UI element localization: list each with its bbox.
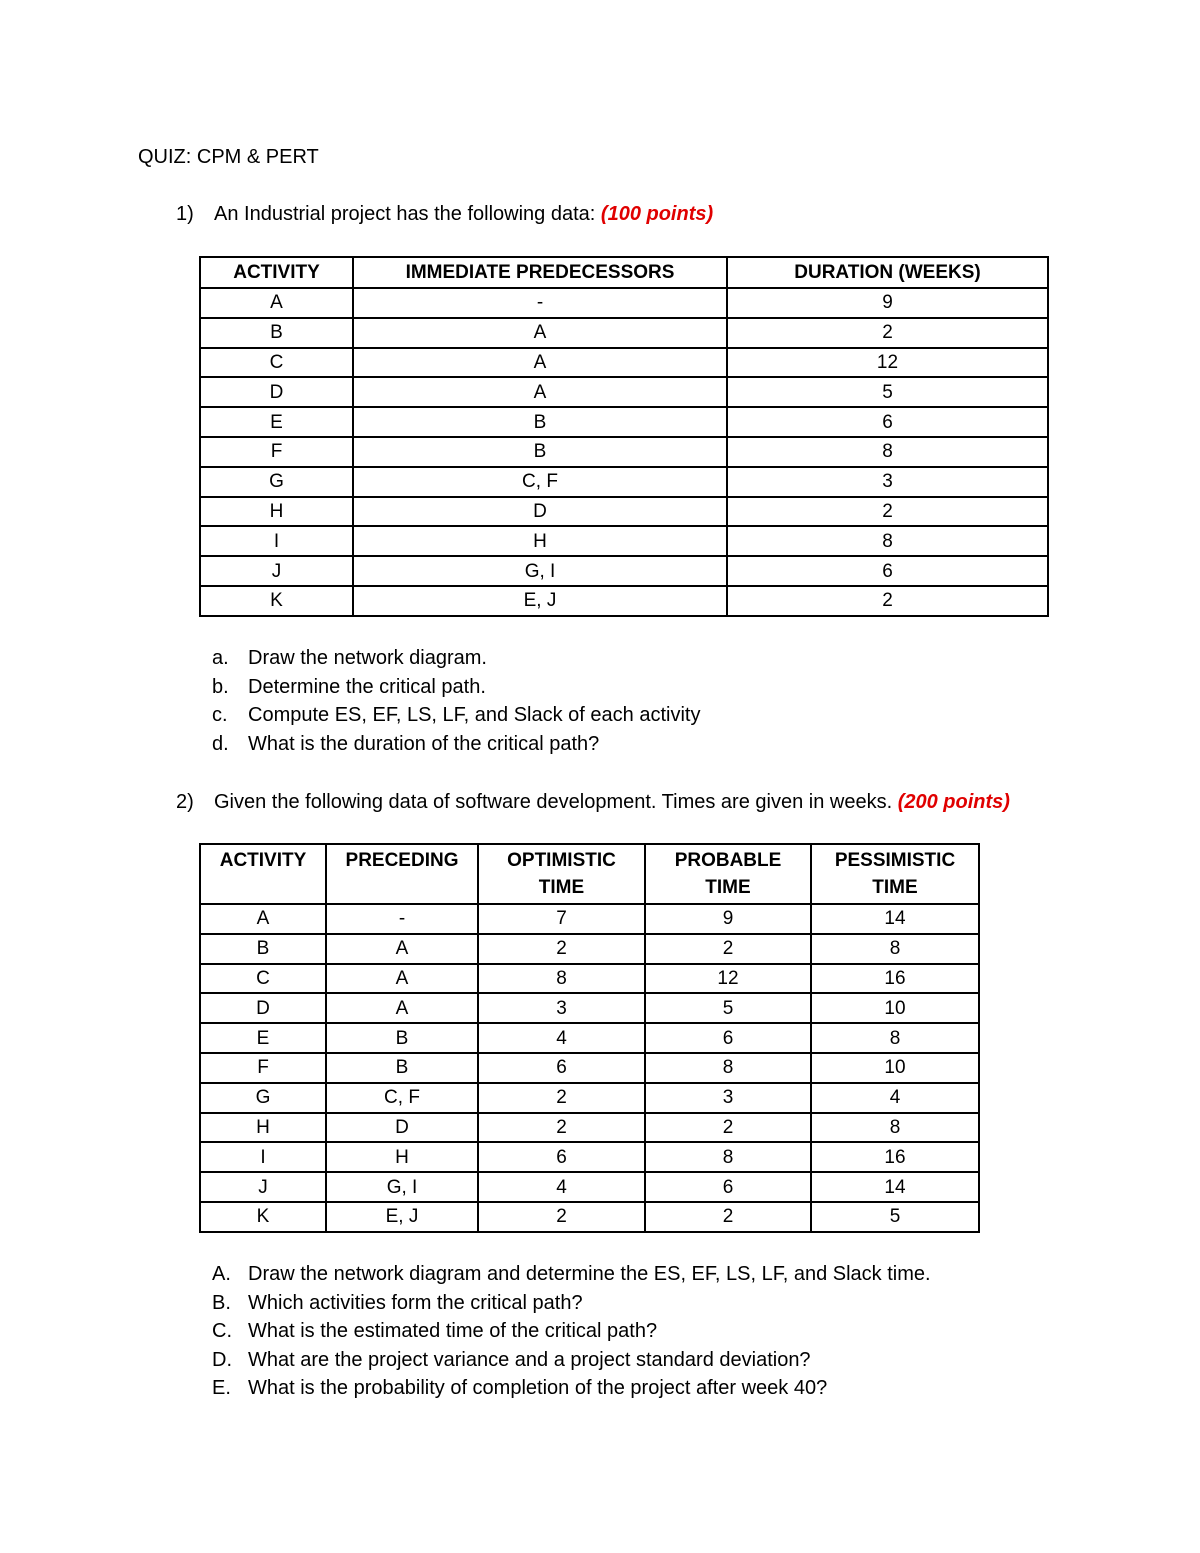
- predecessor-cell: C, F: [353, 467, 727, 497]
- page-title: QUIZ: CPM & PERT: [138, 146, 319, 168]
- question-2-points: (200 points): [897, 791, 1010, 813]
- optimistic-time-cell: 3: [478, 993, 645, 1023]
- pessimistic-time-cell: 10: [811, 1053, 979, 1083]
- table-row: [200, 467, 1048, 497]
- list-item: [212, 1317, 1062, 1346]
- predecessor-cell: -: [353, 288, 727, 318]
- table-row: [200, 288, 1048, 318]
- activity-cell: K: [200, 586, 353, 616]
- duration-cell: 8: [727, 526, 1048, 556]
- activity-cell: J: [200, 556, 353, 586]
- question-2: [176, 788, 1026, 844]
- activity-cell: B: [200, 934, 326, 964]
- table-row: [200, 1172, 979, 1202]
- optimistic-time-cell: 7: [478, 904, 645, 934]
- list-item-text: Draw the network diagram and determine the ES, EF, LS, LF, and Slack time.: [248, 1263, 931, 1285]
- list-item-text: What is the duration of the critical path?: [248, 732, 600, 755]
- table-row: [200, 407, 1048, 437]
- activity-cell: K: [200, 1202, 326, 1232]
- probable-time-cell: 3: [645, 1083, 811, 1113]
- duration-cell: 2: [727, 318, 1048, 348]
- pessimistic-time-cell: 16: [811, 1142, 979, 1172]
- activity-cell: D: [200, 377, 353, 407]
- activity-cell: A: [200, 904, 326, 934]
- list-item-marker: A.: [212, 1263, 231, 1285]
- header-line-2: TIME: [705, 877, 751, 898]
- table-row: [200, 556, 1048, 586]
- probable-time-cell: 8: [645, 1142, 811, 1172]
- pert-activity-table: [199, 843, 980, 1233]
- list-item-text: Which activities form the critical path?: [248, 1291, 583, 1314]
- column-header-activity: [200, 844, 326, 904]
- list-item-marker: d.: [212, 732, 229, 755]
- table-row: [200, 1053, 979, 1083]
- header-line-1: PROBABLE: [674, 850, 782, 871]
- column-header-duration: DURATION (WEEKS): [727, 257, 1048, 288]
- list-item-text: Determine the critical path.: [248, 675, 486, 698]
- pessimistic-time-cell: 8: [811, 934, 979, 964]
- header-line-1: OPTIMISTIC: [507, 850, 616, 871]
- question-1-text: [214, 200, 713, 228]
- preceding-cell: -: [326, 904, 478, 934]
- question-1-points: (100 points): [600, 203, 714, 225]
- optimistic-time-cell: 2: [478, 1202, 645, 1232]
- probable-time-cell: 8: [645, 1053, 811, 1083]
- probable-time-cell: 2: [645, 1202, 811, 1232]
- table-row: [200, 934, 979, 964]
- table-row: [200, 964, 979, 994]
- activity-cell: C: [200, 348, 353, 378]
- predecessor-cell: H: [353, 526, 727, 556]
- table-row: [200, 993, 979, 1023]
- optimistic-time-cell: 2: [478, 934, 645, 964]
- question-2-tasks: [212, 1260, 1062, 1403]
- probable-time-cell: 6: [645, 1023, 811, 1053]
- list-item-marker: D.: [212, 1348, 232, 1371]
- pessimistic-time-cell: 14: [811, 1172, 979, 1202]
- activity-cell: J: [200, 1172, 326, 1202]
- table-row: [200, 1023, 979, 1053]
- preceding-cell: D: [326, 1113, 478, 1143]
- list-item: [212, 1346, 1062, 1375]
- activity-cell: I: [200, 526, 353, 556]
- predecessor-cell: B: [353, 407, 727, 437]
- activity-cell: E: [200, 407, 353, 437]
- optimistic-time-cell: 6: [478, 1142, 645, 1172]
- list-item-marker: C.: [212, 1320, 232, 1342]
- optimistic-time-cell: 6: [478, 1053, 645, 1083]
- activity-cell: C: [200, 964, 326, 994]
- preceding-cell: E, J: [326, 1202, 478, 1232]
- question-1-prompt: An Industrial project has the following data:: [214, 203, 601, 225]
- optimistic-time-cell: 2: [478, 1083, 645, 1113]
- question-2-text: [214, 788, 1014, 816]
- table-row: [200, 526, 1048, 556]
- list-item-marker: c.: [212, 704, 228, 726]
- column-header-activity: ACTIVITY: [200, 257, 353, 288]
- question-1-tasks: [212, 644, 1012, 758]
- activity-cell: F: [200, 1053, 326, 1083]
- duration-cell: 5: [727, 377, 1048, 407]
- predecessor-cell: G, I: [353, 556, 727, 586]
- table-row: [200, 586, 1048, 616]
- pessimistic-time-cell: 10: [811, 993, 979, 1023]
- preceding-cell: G, I: [326, 1172, 478, 1202]
- list-item: [212, 730, 1012, 759]
- column-header-optimistic: [478, 844, 645, 904]
- list-item: [212, 701, 1012, 730]
- preceding-cell: B: [326, 1023, 478, 1053]
- header-line-1: ACTIVITY: [219, 850, 307, 871]
- activity-cell: F: [200, 437, 353, 467]
- table-row: [200, 1202, 979, 1232]
- list-item-text: What are the project variance and a project standard deviation?: [248, 1348, 811, 1371]
- pessimistic-time-cell: 16: [811, 964, 979, 994]
- list-item-text: What is the estimated time of the critical path?: [248, 1320, 658, 1342]
- activity-cell: G: [200, 467, 353, 497]
- table-row: [200, 318, 1048, 348]
- activity-cell: E: [200, 1023, 326, 1053]
- table-row: [200, 348, 1048, 378]
- table-row: [200, 904, 979, 934]
- duration-cell: 8: [727, 437, 1048, 467]
- list-item-text: Compute ES, EF, LS, LF, and Slack of each activity: [248, 704, 701, 726]
- list-item-marker: a.: [212, 647, 229, 669]
- probable-time-cell: 2: [645, 1113, 811, 1143]
- activity-cell: A: [200, 288, 353, 318]
- table-row: [200, 377, 1048, 407]
- table-row: [200, 497, 1048, 527]
- list-item-marker: E.: [212, 1377, 231, 1399]
- activity-cell: H: [200, 497, 353, 527]
- preceding-cell: B: [326, 1053, 478, 1083]
- duration-cell: 9: [727, 288, 1048, 318]
- table-row: [200, 1113, 979, 1143]
- duration-cell: 12: [727, 348, 1048, 378]
- table-row: [200, 1083, 979, 1113]
- probable-time-cell: 6: [645, 1172, 811, 1202]
- column-header-pessimistic: [811, 844, 979, 904]
- question-2-prompt: Given the following data of software development. Times are given in weeks.: [214, 791, 898, 813]
- list-item: [212, 1260, 1062, 1289]
- question-1-number: 1): [176, 203, 194, 225]
- pessimistic-time-cell: 8: [811, 1023, 979, 1053]
- pessimistic-time-cell: 4: [811, 1083, 979, 1113]
- probable-time-cell: 5: [645, 993, 811, 1023]
- list-item: [212, 1289, 1062, 1318]
- table-row: [200, 437, 1048, 467]
- optimistic-time-cell: 4: [478, 1172, 645, 1202]
- pessimistic-time-cell: 5: [811, 1202, 979, 1232]
- preceding-cell: H: [326, 1142, 478, 1172]
- question-1: [176, 200, 976, 228]
- column-header-probable: [645, 844, 811, 904]
- header-line-2: TIME: [872, 877, 918, 898]
- predecessor-cell: A: [353, 318, 727, 348]
- activity-cell: H: [200, 1113, 326, 1143]
- activity-cell: B: [200, 318, 353, 348]
- list-item: [212, 644, 1012, 673]
- activity-cell: I: [200, 1142, 326, 1172]
- duration-cell: 6: [727, 556, 1048, 586]
- duration-cell: 6: [727, 407, 1048, 437]
- predecessor-cell: E, J: [353, 586, 727, 616]
- header-line-2: TIME: [538, 877, 585, 898]
- preceding-cell: C, F: [326, 1083, 478, 1113]
- duration-cell: 2: [727, 497, 1048, 527]
- list-item-marker: b.: [212, 675, 229, 698]
- probable-time-cell: 9: [645, 904, 811, 934]
- predecessor-cell: A: [353, 348, 727, 378]
- activity-cell: G: [200, 1083, 326, 1113]
- list-item: [212, 673, 1012, 702]
- preceding-cell: A: [326, 964, 478, 994]
- list-item: [212, 1374, 1062, 1403]
- duration-cell: 2: [727, 586, 1048, 616]
- list-item-text: What is the probability of completion of the project after week 40?: [248, 1377, 828, 1399]
- predecessor-cell: A: [353, 377, 727, 407]
- activity-cell: D: [200, 993, 326, 1023]
- optimistic-time-cell: 2: [478, 1113, 645, 1143]
- column-header-predecessors: IMMEDIATE PREDECESSORS: [353, 257, 727, 288]
- column-header-preceding: [326, 844, 478, 904]
- predecessor-cell: B: [353, 437, 727, 467]
- optimistic-time-cell: 8: [478, 964, 645, 994]
- pessimistic-time-cell: 8: [811, 1113, 979, 1143]
- header-line-1: PESSIMISTIC: [834, 850, 956, 871]
- preceding-cell: A: [326, 934, 478, 964]
- probable-time-cell: 12: [645, 964, 811, 994]
- table-row: [200, 1142, 979, 1172]
- question-2-number: 2): [176, 791, 194, 813]
- pessimistic-time-cell: 14: [811, 904, 979, 934]
- optimistic-time-cell: 4: [478, 1023, 645, 1053]
- header-line-1: PRECEDING: [345, 850, 459, 871]
- cpm-activity-table: [199, 256, 1049, 617]
- probable-time-cell: 2: [645, 934, 811, 964]
- preceding-cell: A: [326, 993, 478, 1023]
- predecessor-cell: D: [353, 497, 727, 527]
- list-item-text: Draw the network diagram.: [248, 647, 487, 669]
- duration-cell: 3: [727, 467, 1048, 497]
- list-item-marker: B.: [212, 1291, 231, 1314]
